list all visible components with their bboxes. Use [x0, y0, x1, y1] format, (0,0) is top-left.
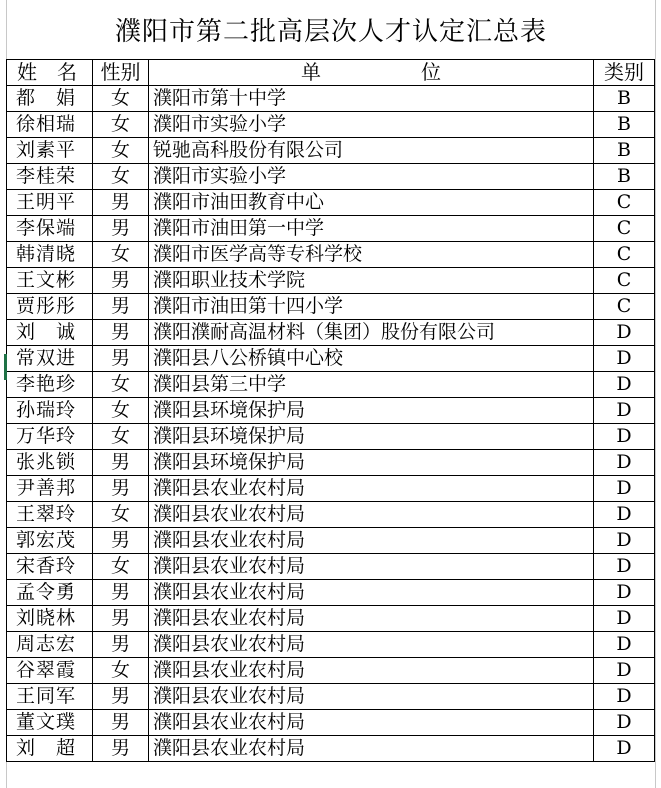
category-cell[interactable]: D	[594, 398, 655, 424]
unit-cell[interactable]: 濮阳县农业农村局	[149, 632, 594, 658]
unit-cell[interactable]: 濮阳县第三中学	[149, 372, 594, 398]
gender-cell[interactable]: 女	[93, 372, 149, 398]
gender-cell[interactable]: 女	[93, 398, 149, 424]
gender-cell[interactable]: 女	[93, 242, 149, 268]
name-cell[interactable]: 贾彤彤	[7, 294, 93, 320]
header-gender-cell[interactable]: 性别	[93, 60, 149, 86]
name-cell[interactable]: 刘素平	[7, 138, 93, 164]
category-cell[interactable]: D	[594, 528, 655, 554]
table-row	[7, 658, 655, 684]
unit-cell[interactable]: 锐驰高科股份有限公司	[149, 138, 594, 164]
unit-cell[interactable]: 濮阳县农业农村局	[149, 528, 594, 554]
category-cell[interactable]: B	[594, 86, 655, 112]
category-cell[interactable]: D	[594, 632, 655, 658]
unit-cell[interactable]: 濮阳县环境保护局	[149, 424, 594, 450]
table-row	[7, 736, 655, 762]
category-cell[interactable]: D	[594, 554, 655, 580]
table-row	[7, 112, 655, 138]
name-cell[interactable]: 刘 超	[7, 736, 93, 762]
table-row	[7, 216, 655, 242]
gender-cell[interactable]: 女	[93, 658, 149, 684]
unit-cell[interactable]: 濮阳县农业农村局	[149, 554, 594, 580]
gender-cell[interactable]: 男	[93, 450, 149, 476]
category-cell[interactable]: D	[594, 658, 655, 684]
table-row	[7, 580, 655, 606]
unit-cell[interactable]: 濮阳县八公桥镇中心校	[149, 346, 594, 372]
gender-cell[interactable]: 男	[93, 476, 149, 502]
name-cell[interactable]: 董文璞	[7, 710, 93, 736]
table-row	[7, 502, 655, 528]
name-cell[interactable]: 张兆锁	[7, 450, 93, 476]
name-cell[interactable]: 周志宏	[7, 632, 93, 658]
header-name-cell[interactable]: 姓 名	[7, 60, 93, 86]
name-cell[interactable]: 刘晓林	[7, 606, 93, 632]
table-row	[7, 86, 655, 112]
table-row	[7, 164, 655, 190]
unit-cell[interactable]: 濮阳县农业农村局	[149, 580, 594, 606]
gender-cell[interactable]: 男	[93, 294, 149, 320]
table-row	[7, 138, 655, 164]
table-row	[7, 190, 655, 216]
table-row	[7, 242, 655, 268]
unit-cell[interactable]: 濮阳县环境保护局	[149, 450, 594, 476]
category-cell[interactable]: D	[594, 320, 655, 346]
table-row	[7, 632, 655, 658]
table-row	[7, 320, 655, 346]
name-cell[interactable]: 谷翠霞	[7, 658, 93, 684]
unit-cell[interactable]: 濮阳县环境保护局	[149, 398, 594, 424]
category-cell[interactable]: D	[594, 606, 655, 632]
name-cell[interactable]: 孟令勇	[7, 580, 93, 606]
unit-cell[interactable]: 濮阳县农业农村局	[149, 502, 594, 528]
gender-cell[interactable]: 男	[93, 684, 149, 710]
gender-cell[interactable]: 女	[93, 86, 149, 112]
category-cell[interactable]: C	[594, 242, 655, 268]
table-row	[7, 372, 655, 398]
gender-cell[interactable]: 女	[93, 554, 149, 580]
category-cell[interactable]: C	[594, 216, 655, 242]
category-cell[interactable]: D	[594, 450, 655, 476]
table-row	[7, 528, 655, 554]
unit-cell[interactable]: 濮阳县农业农村局	[149, 710, 594, 736]
name-cell[interactable]: 宋香玲	[7, 554, 93, 580]
table-body	[7, 86, 655, 762]
table-row	[7, 710, 655, 736]
name-cell[interactable]: 韩清晓	[7, 242, 93, 268]
table-row	[7, 268, 655, 294]
unit-cell[interactable]: 濮阳濮耐高温材料（集团）股份有限公司	[149, 320, 594, 346]
category-cell[interactable]: C	[594, 268, 655, 294]
gender-cell[interactable]: 女	[93, 164, 149, 190]
category-cell[interactable]: C	[594, 294, 655, 320]
category-cell[interactable]: B	[594, 138, 655, 164]
table-row	[7, 294, 655, 320]
unit-cell[interactable]: 濮阳县农业农村局	[149, 606, 594, 632]
category-cell[interactable]: D	[594, 346, 655, 372]
gender-cell[interactable]: 男	[93, 268, 149, 294]
name-cell[interactable]: 李保端	[7, 216, 93, 242]
gender-cell[interactable]: 男	[93, 710, 149, 736]
unit-cell[interactable]: 濮阳县农业农村局	[149, 736, 594, 762]
table-row	[7, 398, 655, 424]
unit-cell[interactable]: 濮阳市实验小学	[149, 164, 594, 190]
name-cell[interactable]: 孙瑞玲	[7, 398, 93, 424]
category-cell[interactable]: D	[594, 736, 655, 762]
unit-cell[interactable]: 濮阳市油田教育中心	[149, 190, 594, 216]
category-cell[interactable]: D	[594, 710, 655, 736]
header-unit-cell[interactable]: 单 位	[149, 60, 594, 86]
gender-cell[interactable]: 男	[93, 580, 149, 606]
table-title[interactable]: 濮阳市第二批高层次人才认定汇总表	[114, 17, 547, 47]
gender-cell[interactable]: 女	[93, 112, 149, 138]
category-cell[interactable]: D	[594, 684, 655, 710]
unit-cell[interactable]: 濮阳职业技术学院	[149, 268, 594, 294]
unit-cell[interactable]: 濮阳市油田第一中学	[149, 216, 594, 242]
unit-cell[interactable]: 濮阳市实验小学	[149, 112, 594, 138]
name-cell[interactable]: 李艳珍	[7, 372, 93, 398]
name-cell[interactable]: 尹善邦	[7, 476, 93, 502]
table-row	[7, 450, 655, 476]
gender-cell[interactable]: 男	[93, 190, 149, 216]
header-category-cell[interactable]: 类别	[594, 60, 655, 86]
gender-cell[interactable]: 男	[93, 320, 149, 346]
unit-cell[interactable]: 濮阳市第十中学	[149, 86, 594, 112]
category-cell[interactable]: D	[594, 502, 655, 528]
gender-cell[interactable]: 女	[93, 502, 149, 528]
table-row	[7, 554, 655, 580]
table-row	[7, 606, 655, 632]
gender-cell[interactable]: 女	[93, 138, 149, 164]
gender-cell[interactable]: 男	[93, 736, 149, 762]
header-row	[7, 60, 655, 86]
gender-cell[interactable]: 男	[93, 346, 149, 372]
unit-cell[interactable]: 濮阳县农业农村局	[149, 658, 594, 684]
gender-cell[interactable]: 男	[93, 632, 149, 658]
name-cell[interactable]: 王翠玲	[7, 502, 93, 528]
category-cell[interactable]: B	[594, 112, 655, 138]
name-cell[interactable]: 刘 诚	[7, 320, 93, 346]
gender-cell[interactable]: 男	[93, 606, 149, 632]
category-cell[interactable]: D	[594, 372, 655, 398]
gender-cell[interactable]: 女	[93, 424, 149, 450]
table-row	[7, 684, 655, 710]
name-cell[interactable]: 郭宏茂	[7, 528, 93, 554]
gender-cell[interactable]: 男	[93, 216, 149, 242]
unit-cell[interactable]: 濮阳市油田第十四小学	[149, 294, 594, 320]
table-row	[7, 346, 655, 372]
category-cell[interactable]: C	[594, 190, 655, 216]
table-row	[7, 476, 655, 502]
name-cell[interactable]: 王明平	[7, 190, 93, 216]
talent-table	[6, 59, 655, 762]
category-cell[interactable]: D	[594, 580, 655, 606]
category-cell[interactable]: D	[594, 424, 655, 450]
category-cell[interactable]: D	[594, 476, 655, 502]
gender-cell[interactable]: 男	[93, 528, 149, 554]
name-cell[interactable]: 万华玲	[7, 424, 93, 450]
sheet-gridline-right	[655, 0, 656, 788]
unit-cell[interactable]: 濮阳县农业农村局	[149, 476, 594, 502]
name-cell[interactable]: 徐相瑞	[7, 112, 93, 138]
name-cell[interactable]: 都 娟	[7, 86, 93, 112]
unit-cell[interactable]: 濮阳市医学高等专科学校	[149, 242, 594, 268]
table-row	[7, 424, 655, 450]
name-cell[interactable]: 王同军	[7, 684, 93, 710]
active-cell-indicator	[4, 354, 7, 380]
name-cell[interactable]: 常双进	[7, 346, 93, 372]
unit-cell[interactable]: 濮阳县农业农村局	[149, 684, 594, 710]
name-cell[interactable]: 李桂荣	[7, 164, 93, 190]
category-cell[interactable]: B	[594, 164, 655, 190]
name-cell[interactable]: 王文彬	[7, 268, 93, 294]
